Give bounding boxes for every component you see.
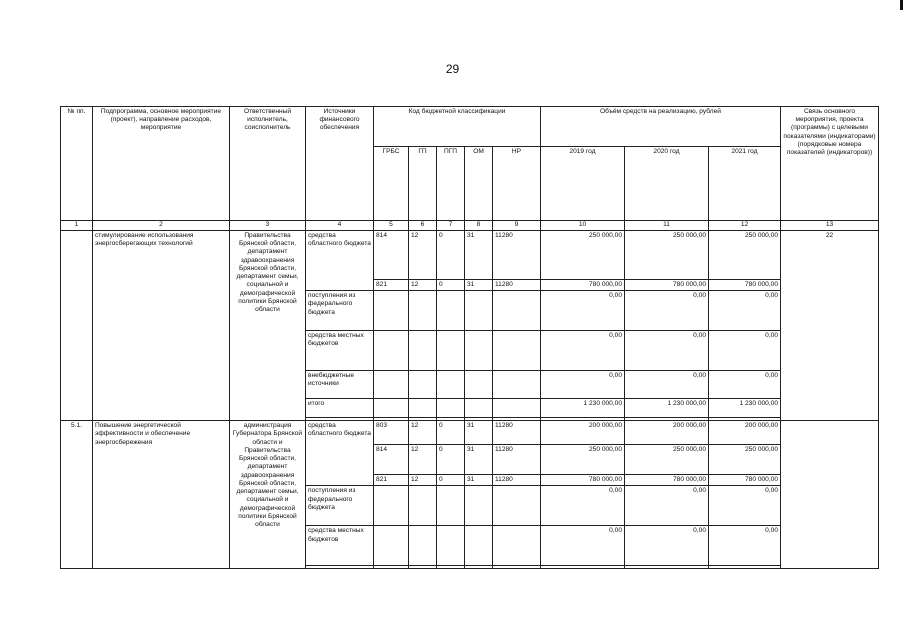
header-gp: ГП	[409, 147, 437, 221]
om-cell	[465, 291, 493, 331]
nr-cell	[493, 291, 541, 331]
value-2020: 250 000,00	[625, 445, 709, 475]
value-2020: 780 000,00	[625, 475, 709, 486]
col-number: 12	[709, 221, 781, 231]
grbs-cell: 821	[374, 475, 409, 486]
value-2021: 1 230 000,00	[709, 399, 781, 418]
col-number: 1	[61, 221, 93, 231]
pgp-cell	[437, 486, 465, 526]
spacer-cell	[541, 566, 625, 569]
gp-cell	[409, 399, 437, 418]
source-cell: поступления из федерального бюджета	[306, 291, 374, 331]
scan-edge-mark	[900, 0, 903, 10]
gp-cell: 12	[409, 280, 437, 291]
col-number: 7	[437, 221, 465, 231]
gp-cell: 12	[409, 231, 437, 280]
spacer-cell	[437, 566, 465, 569]
header-nr: НР	[493, 147, 541, 221]
value-2019: 250 000,00	[541, 231, 625, 280]
gp-cell: 12	[409, 421, 437, 445]
pgp-cell: 0	[437, 280, 465, 291]
om-cell: 31	[465, 421, 493, 445]
gp-cell	[409, 291, 437, 331]
header-volume: Объём средств на реализацию, рублей	[541, 107, 781, 147]
col-number: 13	[781, 221, 879, 231]
gp-cell	[409, 486, 437, 526]
source-cell: средства местных бюджетов	[306, 331, 374, 371]
spacer-cell	[625, 566, 709, 569]
value-2020: 0,00	[625, 291, 709, 331]
value-2019: 0,00	[541, 331, 625, 371]
header-2019: 2019 год	[541, 147, 625, 221]
grbs-cell: 803	[374, 421, 409, 445]
value-2020: 0,00	[625, 331, 709, 371]
om-cell	[465, 331, 493, 371]
nr-cell	[493, 371, 541, 399]
pgp-cell	[437, 399, 465, 418]
header-num: № пп.	[61, 107, 93, 221]
grbs-cell	[374, 399, 409, 418]
nr-cell	[493, 526, 541, 566]
executor-cell: Правительства Брянской области, департамент здравоохранения Брянской области, департамент семьи, социальной и демографической политики Брянской области	[230, 231, 306, 421]
executor-cell: администрация Губернатора Брянской области и Правительства Брянской области, департамент здравоохранения Брянской области, департамент семьи, социальной и демографической политики Брянской области	[230, 421, 306, 569]
grbs-cell: 814	[374, 231, 409, 280]
pgp-cell: 0	[437, 475, 465, 486]
value-2021: 0,00	[709, 371, 781, 399]
value-2021: 200 000,00	[709, 421, 781, 445]
value-2019: 1 230 000,00	[541, 399, 625, 418]
gp-cell: 12	[409, 445, 437, 475]
spacer-cell	[493, 566, 541, 569]
value-2020: 250 000,00	[625, 231, 709, 280]
pgp-cell: 0	[437, 421, 465, 445]
header-budget-code: Код бюджетной классификации	[374, 107, 541, 147]
value-2020: 780 000,00	[625, 280, 709, 291]
value-2020: 200 000,00	[625, 421, 709, 445]
om-cell: 31	[465, 280, 493, 291]
value-2021: 0,00	[709, 291, 781, 331]
nr-cell: 11280	[493, 475, 541, 486]
value-2019: 0,00	[541, 526, 625, 566]
nr-cell	[493, 399, 541, 418]
grbs-cell: 821	[374, 280, 409, 291]
header-subprogram: Подпрограмма, основное мероприятие (проект), направление расходов, мероприятие	[93, 107, 230, 221]
value-2021: 0,00	[709, 486, 781, 526]
pgp-cell: 0	[437, 231, 465, 280]
value-2019: 0,00	[541, 291, 625, 331]
source-cell: итого	[306, 399, 374, 418]
gp-cell	[409, 526, 437, 566]
indicator-cell	[781, 421, 879, 569]
grbs-cell: 814	[374, 445, 409, 475]
grbs-cell	[374, 486, 409, 526]
budget-table	[60, 106, 879, 569]
col-number: 11	[625, 221, 709, 231]
spacer-cell	[374, 566, 409, 569]
value-2021: 0,00	[709, 331, 781, 371]
grbs-cell	[374, 526, 409, 566]
table-row	[61, 231, 879, 280]
gp-cell	[409, 371, 437, 399]
col-number: 9	[493, 221, 541, 231]
spacer-cell	[465, 566, 493, 569]
om-cell: 31	[465, 475, 493, 486]
grbs-cell	[374, 371, 409, 399]
spacer-cell	[409, 566, 437, 569]
measure-name: Повышение энергетической эффективности и обеспечение энергосбережения	[93, 421, 230, 569]
header-source: Источники финансового обеспечения	[306, 107, 374, 221]
nr-cell: 11280	[493, 421, 541, 445]
om-cell	[465, 486, 493, 526]
source-cell: поступления из федерального бюджета	[306, 486, 374, 526]
nr-cell: 11280	[493, 280, 541, 291]
col-number: 8	[465, 221, 493, 231]
value-2019: 780 000,00	[541, 475, 625, 486]
nr-cell	[493, 486, 541, 526]
nr-cell: 11280	[493, 231, 541, 280]
value-2019: 250 000,00	[541, 445, 625, 475]
om-cell: 31	[465, 231, 493, 280]
value-2019: 200 000,00	[541, 421, 625, 445]
header-2021: 2021 год	[709, 147, 781, 221]
col-number: 4	[306, 221, 374, 231]
row-num-cell	[61, 231, 93, 421]
col-number: 6	[409, 221, 437, 231]
table-row	[61, 421, 879, 445]
value-2019: 0,00	[541, 371, 625, 399]
value-2021: 780 000,00	[709, 475, 781, 486]
source-cell: внебюджетные источники	[306, 371, 374, 399]
header-executor: Ответственный исполнитель, соисполнитель	[230, 107, 306, 221]
col-number: 2	[93, 221, 230, 231]
source-cell: средства местных бюджетов	[306, 526, 374, 566]
column-number-row	[61, 221, 879, 231]
header-grbs: ГРБС	[374, 147, 409, 221]
pgp-cell	[437, 331, 465, 371]
pgp-cell	[437, 291, 465, 331]
value-2019: 780 000,00	[541, 280, 625, 291]
header-pgp: ПГП	[437, 147, 465, 221]
grbs-cell	[374, 291, 409, 331]
grbs-cell	[374, 331, 409, 371]
row-num-cell: 5.1.	[61, 421, 93, 569]
om-cell	[465, 399, 493, 418]
indicator-cell: 22	[781, 231, 879, 421]
source-cell: средства областного бюджета	[306, 421, 374, 486]
value-2020: 1 230 000,00	[625, 399, 709, 418]
nr-cell	[493, 331, 541, 371]
pgp-cell	[437, 371, 465, 399]
om-cell: 31	[465, 445, 493, 475]
spacer-cell	[709, 566, 781, 569]
om-cell	[465, 526, 493, 566]
col-number: 3	[230, 221, 306, 231]
value-2020: 0,00	[625, 526, 709, 566]
pgp-cell: 0	[437, 445, 465, 475]
value-2020: 0,00	[625, 486, 709, 526]
page-number: 29	[445, 62, 460, 76]
value-2021: 250 000,00	[709, 231, 781, 280]
pgp-cell	[437, 526, 465, 566]
col-number: 10	[541, 221, 625, 231]
value-2021: 0,00	[709, 526, 781, 566]
header-indicator-link: Связь основного мероприятия, проекта (программы) с целевыми показателями (индикаторами) (порядковые номера показателей (индикаторов))	[781, 107, 879, 221]
value-2020: 0,00	[625, 371, 709, 399]
gp-cell: 12	[409, 475, 437, 486]
spacer-cell	[306, 566, 374, 569]
source-cell: средства областного бюджета	[306, 231, 374, 291]
gp-cell	[409, 331, 437, 371]
header-om: ОМ	[465, 147, 493, 221]
measure-name: стимулирование использования энергосберегающих технологий	[93, 231, 230, 421]
nr-cell: 11280	[493, 445, 541, 475]
value-2021: 780 000,00	[709, 280, 781, 291]
header-2020: 2020 год	[625, 147, 709, 221]
col-number: 5	[374, 221, 409, 231]
value-2019: 0,00	[541, 486, 625, 526]
om-cell	[465, 371, 493, 399]
value-2021: 250 000,00	[709, 445, 781, 475]
